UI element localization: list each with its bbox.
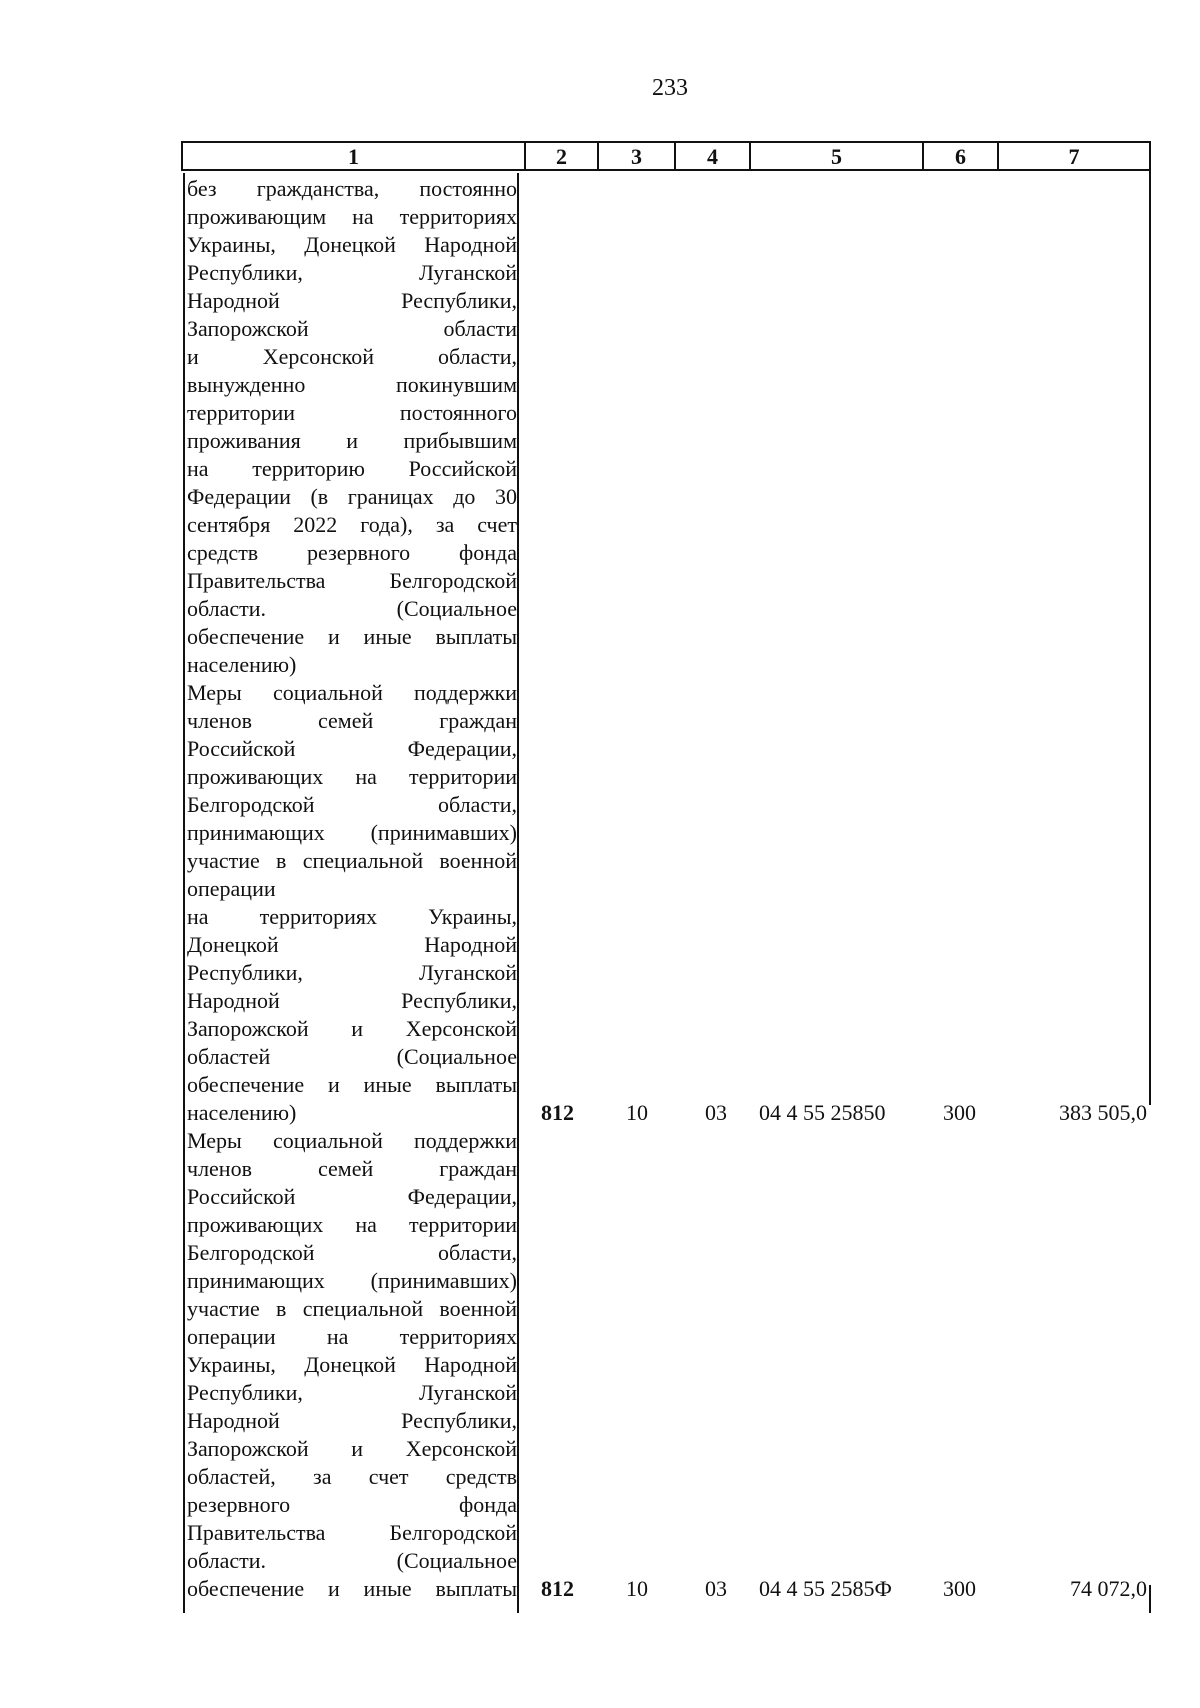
cell-col5: 04 4 55 2585Ф [759,1576,892,1601]
cell-col6: 300 [943,1576,976,1601]
table-header-row [181,141,1151,171]
header-cell-3: 3 [631,144,642,169]
text-line: на территориях Украины, [187,904,517,929]
text-line: областей, за счет средств [187,1464,517,1489]
header-cell-2: 2 [556,144,567,169]
text-line: операции [187,876,276,901]
header-cell-6: 6 [955,144,966,169]
text-line: обеспечение и иные выплаты [187,1576,517,1601]
text-line: проживающих на территории [187,764,517,789]
text-line: вынужденно покинувшим [187,372,517,397]
text-line: Меры социальной поддержки [187,1128,517,1153]
text-line: населению) [187,1100,297,1125]
text-line: Республики, Луганской [187,260,517,285]
text-line: Народной Республики, [187,288,517,313]
header-cell-7: 7 [1068,144,1080,169]
text-line: и Херсонской области, [187,344,517,369]
text-line: членов семей граждан [187,708,517,733]
text-line: принимающих (принимавших) [187,1268,517,1293]
text-line: Украины, Донецкой Народной [187,232,517,257]
text-line: участие в специальной военной [187,848,517,873]
text-line: территории постоянного [187,400,517,425]
cell-col6: 300 [943,1100,976,1125]
text-line: Меры социальной поддержки [187,680,517,705]
text-line: Украины, Донецкой Народной [187,1352,517,1377]
cell-col4: 03 [705,1100,727,1125]
text-line: Федерации (в границах до 30 [187,484,517,509]
header-cell-5: 5 [831,144,842,169]
text-line: обеспечение и иные выплаты [187,1072,517,1097]
text-line: области. (Социальное [187,1548,517,1573]
table-right-border [1149,171,1151,1105]
text-line: Народной Республики, [187,988,517,1013]
text-line: Республики, Луганской [187,960,517,985]
text-line: Правительства Белгородской [187,1520,517,1545]
cell-col3: 10 [626,1576,648,1601]
cell-col7: 383 505,0 [1059,1100,1147,1125]
text-line: Запорожской области [187,316,517,341]
row-description-3 [187,1127,517,1603]
text-line: Народной Республики, [187,1408,517,1433]
text-line: населению) [187,652,297,677]
text-line: средств резервного фонда [187,540,517,565]
cell-col2: 812 [541,1100,574,1125]
text-line: Запорожской и Херсонской [187,1436,517,1461]
text-line: принимающих (принимавших) [187,820,517,845]
text-line: обеспечение и иные выплаты [187,624,517,649]
table-right-border [1149,1585,1151,1613]
header-cell-1: 1 [348,144,359,169]
text-line: операции на территориях [187,1324,517,1349]
text-line: Российской Федерации, [187,1184,517,1209]
text-line: проживающих на территории [187,1212,517,1237]
text-line: Запорожской и Херсонской [187,1016,517,1041]
text-line: участие в специальной военной [187,1296,517,1321]
text-line: проживающим на территориях [187,204,517,229]
text-line: Правительства Белгородской [187,568,517,593]
cell-col2: 812 [541,1576,574,1601]
text-line: на территорию Российской [187,456,517,481]
page-number: 233 [652,75,688,101]
text-line: областей (Социальное [187,1044,517,1069]
text-line: членов семей граждан [187,1156,517,1181]
cell-col7: 74 072,0 [1070,1576,1147,1601]
text-line: Республики, Луганской [187,1380,517,1405]
row-description-2 [187,679,517,1127]
cell-col5: 04 4 55 25850 [759,1100,886,1125]
text-line: проживания и прибывшим [187,428,517,453]
text-line: Донецкой Народной [187,932,517,957]
text-line: сентября 2022 года), за счет [187,512,517,537]
text-line: Белгородской области, [187,1240,517,1265]
cell-col4: 03 [705,1576,727,1601]
row-description-1 [187,175,517,679]
cell-col3: 10 [626,1100,648,1125]
text-line: Российской Федерации, [187,736,517,761]
text-line: резервного фонда [187,1492,517,1517]
text-line: Белгородской области, [187,792,517,817]
header-cell-4: 4 [707,144,718,169]
text-line: без гражданства, постоянно [187,176,517,201]
text-line: области. (Социальное [187,596,517,621]
